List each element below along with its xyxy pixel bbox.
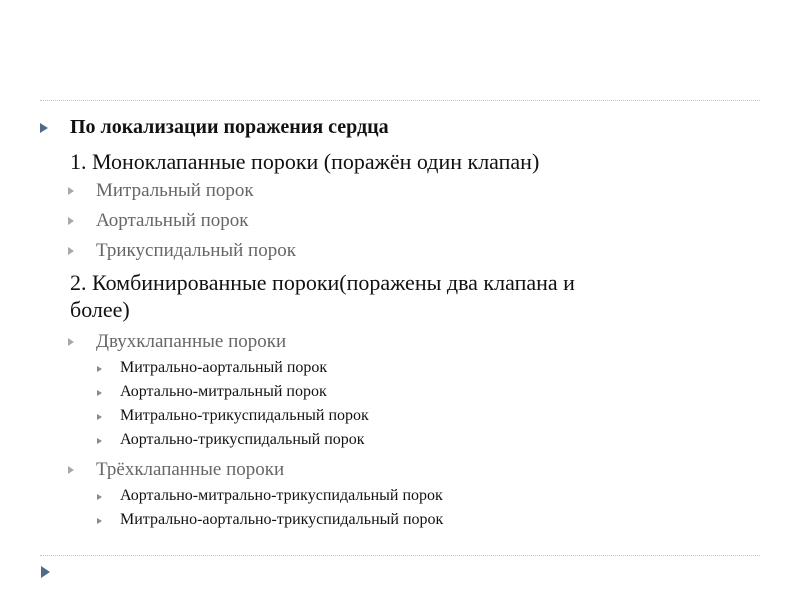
double-valve-label: Двухклапанные пороки bbox=[96, 331, 287, 352]
small-triangle-bullet-icon bbox=[68, 338, 74, 346]
small-triangle-bullet-icon bbox=[97, 438, 102, 444]
list-item: Митрально-трикуспидальный порок bbox=[120, 407, 369, 424]
small-triangle-bullet-icon bbox=[68, 247, 74, 255]
list-item: Трикуспидальный порок bbox=[96, 240, 296, 261]
list-item: Митральный порок bbox=[96, 180, 254, 201]
list-item: Митрально-аортальный порок bbox=[120, 359, 328, 376]
small-triangle-bullet-icon bbox=[68, 466, 74, 474]
small-triangle-bullet-icon bbox=[97, 494, 102, 500]
list-item: Аортально-митральный порок bbox=[120, 383, 327, 400]
small-triangle-bullet-icon bbox=[97, 390, 102, 396]
list-item: Митрально-аортально-трикуспидальный порок bbox=[120, 511, 444, 528]
small-triangle-bullet-icon bbox=[97, 366, 102, 372]
list-item: Аортальный порок bbox=[96, 210, 249, 231]
triangle-marker-icon bbox=[41, 566, 50, 578]
triple-valve-label: Трёхклапанные пороки bbox=[96, 459, 285, 480]
group2-title-line1: 2. Комбинированные пороки(поражены два клапана и bbox=[70, 270, 575, 295]
bottom-divider bbox=[40, 555, 760, 556]
slide-heading: По локализации поражения сердца bbox=[70, 116, 389, 138]
group1-title: 1. Моноклапанные пороки (поражён один клапан) bbox=[70, 149, 540, 174]
list-item: Аортально-трикуспидальный порок bbox=[120, 431, 365, 448]
small-triangle-bullet-icon bbox=[97, 518, 102, 524]
triangle-bullet-icon bbox=[40, 123, 48, 133]
small-triangle-bullet-icon bbox=[97, 414, 102, 420]
small-triangle-bullet-icon bbox=[68, 187, 74, 195]
small-triangle-bullet-icon bbox=[68, 217, 74, 225]
group2-title-line2: более) bbox=[70, 297, 130, 322]
list-item: Аортально-митрально-трикуспидальный порок bbox=[120, 487, 443, 504]
